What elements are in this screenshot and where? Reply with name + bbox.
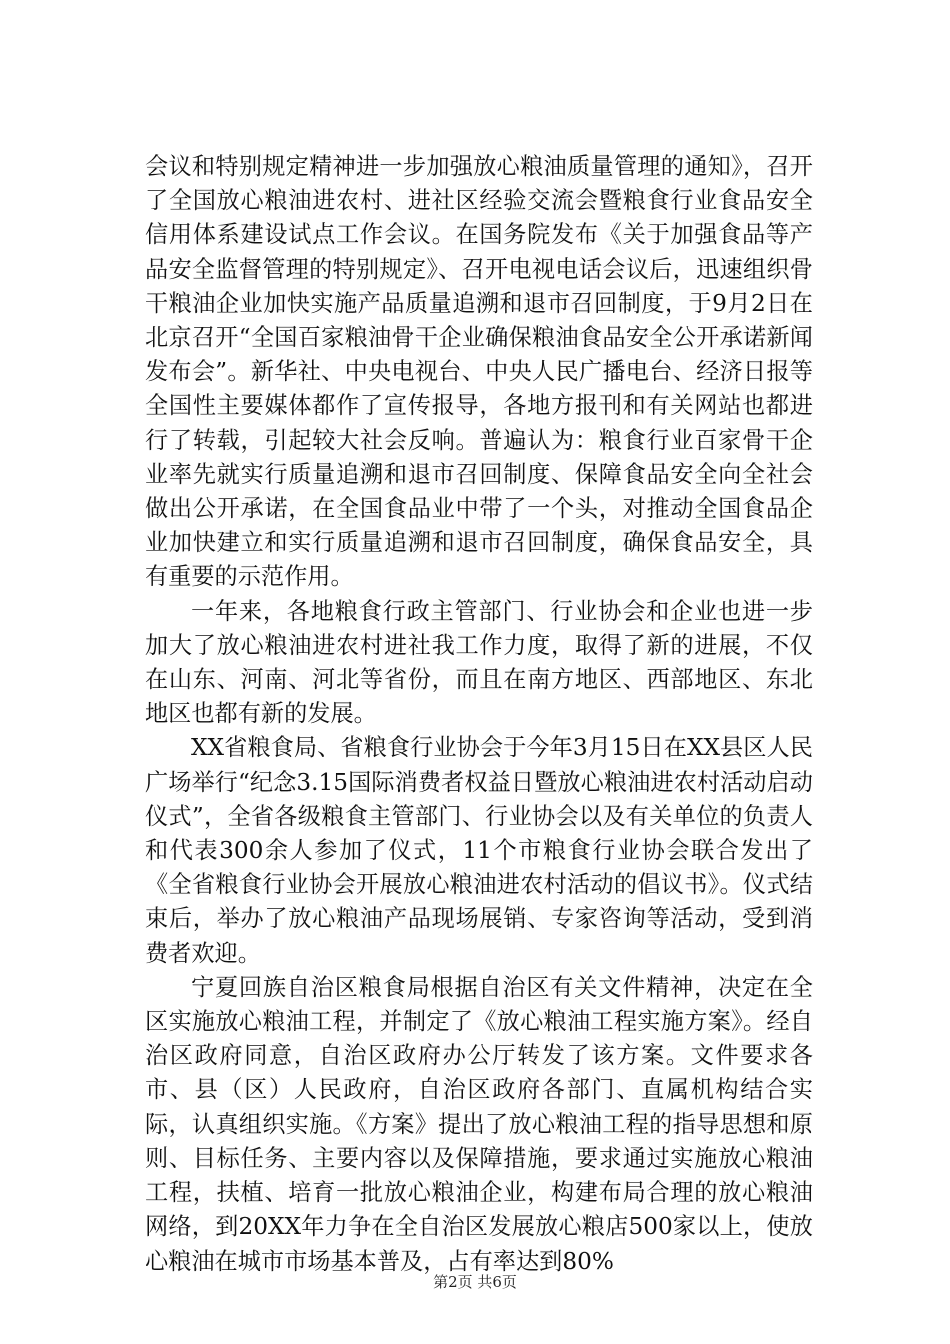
page-number-footer: 第2页 共6页	[433, 1273, 517, 1291]
paragraph-1: 会议和特别规定精神进一步加强放心粮油质量管理的通知》，召开了全国放心粮油进农村、进社区经验交流会暨粮食行业食品安全信用体系建设试点工作会议。在国务院发布《关于加强食品等产品安全监督管理的特别规定》、召开电视电话会议后，迅速组织骨干粮油企业加快实施产品质量追溯和退市召回制度，于9月2日在北京召开“全国百家粮油骨干企业确保粮油食品安全公开承诺新闻发布会”。新华社、中央电视台、中央人民广播电台、经济日报等全国性主要媒体都作了宣传报导，各地方报刊和有关网站也都进行了转载，引起较大社会反响。普遍认为：粮食行业百家骨干企业率先就实行质量追溯和退市召回制度、保障食品安全向全社会做出公开承诺，在全国食品业中带了一个头，对推动全国食品企业加快建立和实行质量追溯和退市召回制度，确保食品安全，具有重要的示范作用。	[145, 153, 813, 591]
paragraph-4: 宁夏回族自治区粮食局根据自治区有关文件精神，决定在全区实施放心粮油工程，并制定了《放心粮油工程实施方案》。经自治区政府同意，自治区政府办公厅转发了该方案。文件要求各市、县（区）人民政府，自治区政府各部门、直属机构结合实际，认真组织实施。《方案》提出了放心粮油工程的指导思想和原则、目标任务、主要内容以及保障措施，要求通过实施放心粮油工程，扶植、培育一批放心粮油企业，构建布局合理的放心粮油网络，到20XX年力争在全自治区发展放心粮店500家以上，使放心粮油在城市市场基本普及，占有率达到80%	[145, 973, 813, 1275]
paragraph-2: 一年来，各地粮食行政主管部门、行业协会和企业也进一步加大了放心粮油进农村进社我工作力度，取得了新的进展，不仅在山东、河南、河北等省份，而且在南方地区、西部地区、东北地区也都有新的发展。	[145, 597, 813, 728]
paragraph-3: XX省粮食局、省粮食行业协会于今年3月15日在XX县区人民广场举行“纪念3.15国际消费者权益日暨放心粮油进农村活动启动仪式”，全省各级粮食主管部门、行业协会以及有关单位的负责人和代表300余人参加了仪式，11个市粮食行业协会联合发出了《全省粮食行业协会开展放心粮油进农村活动的倡议书》。仪式结束后，举办了放心粮油产品现场展销、专家咨询等活动，受到消费者欢迎。	[145, 734, 813, 967]
document-body	[145, 150, 813, 1279]
